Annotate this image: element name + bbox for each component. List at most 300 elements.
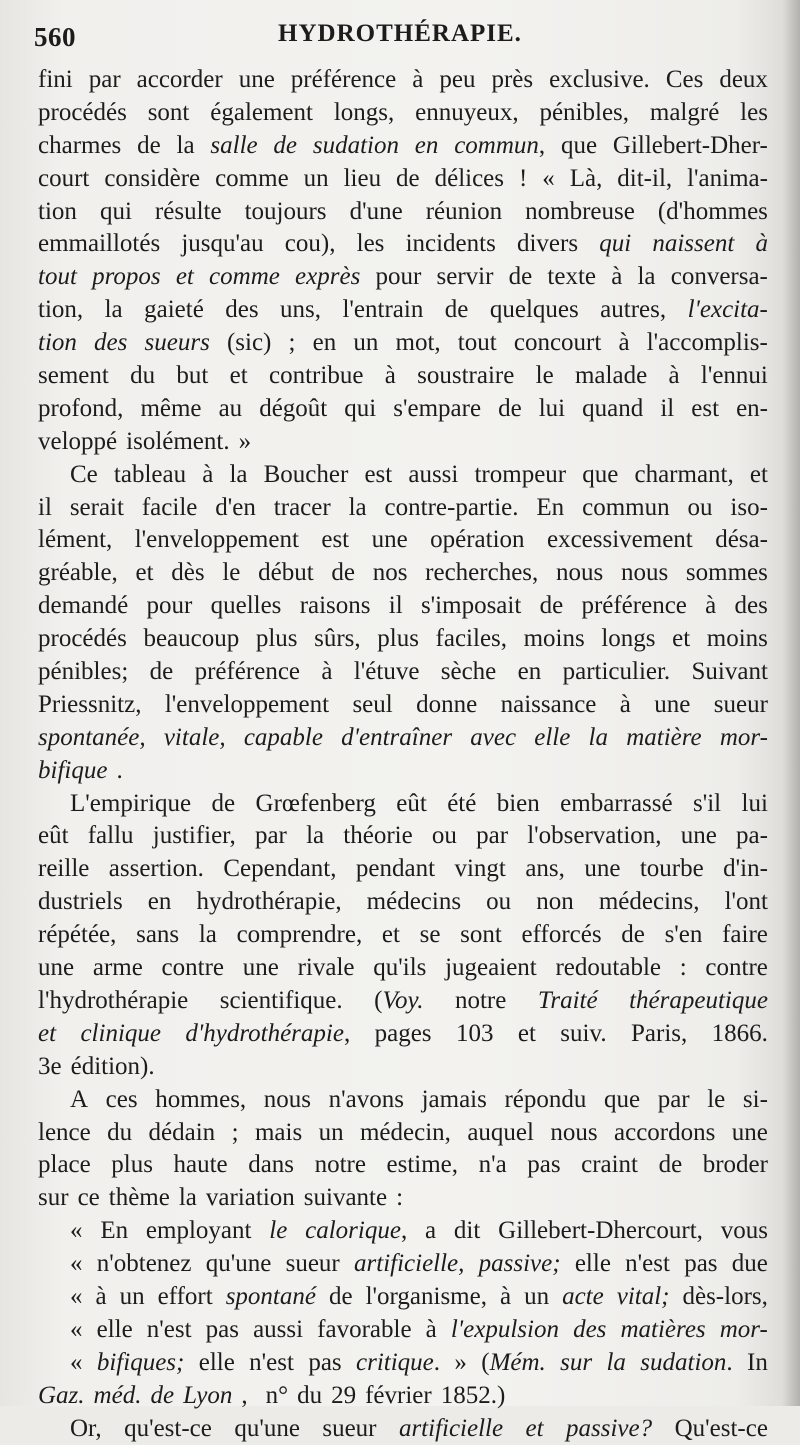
word-part: .	[433, 1348, 441, 1376]
word: de	[137, 131, 161, 159]
word: l'enveloppement	[164, 690, 330, 718]
word: L'empirique	[70, 789, 192, 817]
word: clinique	[80, 1019, 161, 1047]
word: la	[588, 723, 608, 751]
text-line	[38, 492, 768, 525]
word: procédés	[38, 625, 127, 653]
word-part: commun	[454, 131, 539, 159]
word: s'il	[693, 789, 722, 817]
word-part: d'hydrothérapie	[185, 1019, 344, 1047]
word: En	[100, 1217, 129, 1245]
page-edge-shadow	[782, 0, 800, 1406]
word: fini	[38, 66, 73, 93]
word: édition).	[70, 1052, 155, 1080]
text-line	[38, 228, 768, 261]
word: dit-il,	[617, 164, 673, 192]
word: ennuyeux,	[415, 98, 519, 126]
word: l'expulsion	[450, 1315, 559, 1343]
word-part: ,	[400, 1217, 408, 1245]
text-line	[38, 755, 768, 788]
word: dustriels	[38, 888, 123, 916]
word: notre	[314, 1151, 366, 1179]
word	[481, 1347, 546, 1380]
text-line	[38, 393, 768, 426]
word: 3e	[38, 1052, 62, 1080]
word: février	[365, 1381, 432, 1409]
word-part: Lyon	[183, 1381, 233, 1409]
word-part: calorique	[305, 1217, 401, 1245]
body-text	[38, 64, 768, 1445]
word: le	[707, 1085, 726, 1113]
word-part: ,	[343, 1019, 351, 1047]
word: :	[679, 954, 687, 982]
word-part: ,	[538, 131, 546, 159]
word-part: .	[726, 1348, 733, 1376]
word: estime,	[386, 1151, 459, 1179]
word: capable	[243, 723, 323, 751]
word: «	[70, 1250, 83, 1278]
word: il	[38, 493, 52, 521]
word: une	[242, 954, 279, 982]
word: (sic)	[226, 329, 272, 357]
word: tion	[38, 197, 77, 225]
word: été	[447, 789, 477, 817]
word: commun	[582, 493, 670, 521]
text-line	[38, 1084, 768, 1117]
text-line	[38, 689, 768, 722]
word: Traité	[537, 986, 598, 1014]
text-line	[38, 590, 768, 623]
word: opération	[430, 526, 525, 554]
word: du	[130, 362, 156, 390]
word: une	[680, 822, 717, 850]
running-title: HYDROTHÉRAPIE.	[278, 20, 522, 47]
word: médecins,	[598, 888, 700, 916]
word: :	[396, 1184, 404, 1212]
word: propos	[92, 263, 161, 291]
text-line	[38, 1347, 768, 1380]
word: que	[560, 131, 598, 159]
word: aussi	[408, 460, 459, 488]
word: de	[508, 263, 533, 291]
word: à	[755, 230, 768, 258]
word	[356, 1347, 440, 1380]
word: nombreuse	[525, 197, 635, 225]
word: vital;	[616, 1282, 670, 1310]
word: veloppé	[38, 427, 118, 455]
word: le	[269, 1217, 288, 1245]
word: sont	[460, 921, 502, 949]
word: rivale	[297, 954, 355, 982]
word: Là,	[569, 164, 603, 192]
word: un	[524, 1282, 550, 1310]
word: pénibles,	[539, 98, 630, 126]
word: demandé	[38, 592, 129, 620]
word: en	[517, 658, 542, 686]
word: reille	[38, 855, 90, 883]
word: sur	[560, 1348, 593, 1376]
word: pas	[527, 1151, 561, 1179]
word: Qu'est-ce	[674, 1414, 768, 1442]
word: des	[225, 296, 259, 324]
word: elle	[574, 1250, 611, 1278]
word: seul	[352, 690, 393, 718]
word: Ce	[70, 460, 98, 488]
word: sèche	[440, 658, 497, 686]
word: moins	[523, 625, 585, 653]
word: »	[454, 1348, 467, 1376]
word: thème	[108, 1184, 170, 1212]
word	[305, 1215, 407, 1248]
word: passive;	[478, 1250, 561, 1278]
text-line	[38, 919, 768, 952]
word: de	[150, 1381, 175, 1409]
text-line	[38, 1380, 768, 1413]
word: nous	[556, 559, 604, 587]
word: à	[384, 362, 396, 390]
page-number: 560	[34, 22, 76, 52]
word: isolément.	[126, 427, 230, 455]
word: l'étuve	[353, 658, 420, 686]
word: un	[318, 1118, 344, 1146]
word: eût	[396, 789, 427, 817]
word: concourt	[513, 329, 602, 357]
word: auquel	[467, 1118, 534, 1146]
word-part: Mém.	[489, 1348, 546, 1376]
word: début	[258, 559, 314, 587]
word: il	[388, 592, 403, 620]
word: et	[525, 1414, 544, 1442]
word: de	[211, 789, 236, 817]
word: qu'une	[234, 1414, 300, 1442]
word: particulier.	[562, 658, 671, 686]
text-line	[38, 1215, 768, 1248]
word: en	[312, 329, 337, 357]
word: arme	[92, 954, 143, 982]
word: ce	[77, 1184, 100, 1212]
word: tion	[38, 329, 77, 357]
word: la	[637, 263, 656, 291]
word: dans	[248, 1151, 295, 1179]
word: ;	[231, 1118, 239, 1146]
word: facile	[141, 493, 198, 521]
word: désa-	[715, 526, 768, 554]
word: pages	[374, 1019, 432, 1047]
word: l'excita-	[687, 296, 768, 324]
word: d'entraîner	[341, 723, 453, 751]
word: sont	[147, 98, 190, 126]
word: gaieté	[144, 296, 204, 324]
word: plus	[255, 625, 298, 653]
word: sûrs,	[314, 625, 361, 653]
word: un	[303, 164, 329, 192]
word: le	[222, 559, 241, 587]
word: profond,	[38, 394, 124, 422]
word: matière	[626, 723, 702, 751]
word: la	[306, 822, 325, 850]
word: contre	[161, 954, 225, 982]
word: répétée,	[38, 921, 117, 949]
word: procédés	[38, 98, 127, 126]
word: ces	[105, 1085, 138, 1113]
word-part: critique	[356, 1348, 434, 1376]
word: tracer	[273, 493, 331, 521]
word: 1852.)	[440, 1381, 506, 1409]
word: mor-	[719, 723, 768, 751]
word: et	[135, 559, 154, 587]
word: de	[328, 1282, 353, 1310]
text-line	[38, 524, 768, 557]
word: divers	[516, 230, 579, 258]
word: qu'ils	[373, 954, 427, 982]
word: hommes,	[155, 1085, 247, 1113]
word: thérapeutique	[629, 986, 768, 1014]
word: conversa-	[670, 263, 768, 291]
word: que	[582, 460, 619, 488]
word: la	[606, 1348, 626, 1376]
word: Boucher	[263, 460, 349, 488]
word: exclusive.	[549, 66, 650, 93]
word: la	[348, 493, 367, 521]
word: sement	[38, 362, 109, 390]
word: incidents	[405, 230, 496, 258]
word: autres,	[600, 296, 667, 324]
word: serait	[69, 493, 124, 521]
word: spontanée,	[38, 723, 146, 751]
word: qui	[99, 197, 132, 225]
word	[185, 1018, 350, 1051]
word: tion,	[38, 296, 84, 324]
word: Suivant	[691, 658, 768, 686]
word: ou	[687, 493, 713, 521]
word: «	[70, 1282, 83, 1310]
word: charmes	[38, 131, 122, 159]
word: par	[657, 1085, 690, 1113]
word: fallu	[87, 822, 134, 850]
word: médecins	[366, 888, 462, 916]
text-line	[38, 1413, 768, 1445]
word: salle	[210, 131, 258, 159]
word: sans	[136, 921, 180, 949]
word: ans,	[525, 855, 565, 883]
text-line	[38, 557, 768, 590]
word: à	[499, 1282, 512, 1310]
text-line	[38, 722, 768, 755]
word: résulte	[154, 197, 222, 225]
word: artificielle,	[354, 1250, 465, 1278]
word: elle	[96, 1315, 133, 1343]
word: ;	[288, 329, 296, 357]
word: qui	[344, 394, 377, 422]
word: iso-	[730, 493, 768, 521]
word: une	[371, 526, 408, 554]
word: n'est	[625, 1250, 670, 1278]
word: par	[476, 822, 509, 850]
word: tourbe	[639, 855, 704, 883]
word: faciles,	[435, 625, 508, 653]
word: Gaz.	[38, 1381, 85, 1409]
word: «	[70, 1348, 83, 1376]
text-line	[38, 886, 768, 919]
word: moins	[706, 625, 768, 653]
word: n'est	[249, 1348, 294, 1376]
word: «	[542, 164, 555, 192]
text-line	[38, 1281, 768, 1314]
word: »	[238, 427, 252, 455]
word-part: (	[481, 1348, 490, 1376]
word: emmaillotés	[38, 230, 161, 258]
word: l'hydrothérapie	[38, 986, 189, 1014]
word: comme	[215, 164, 289, 192]
word: à	[619, 690, 631, 718]
word-part: bifique	[38, 756, 108, 784]
word: même	[140, 394, 202, 422]
word: efforcés	[521, 921, 602, 949]
word: les	[356, 230, 385, 258]
word: matières	[620, 1315, 706, 1343]
text-line	[38, 1051, 768, 1084]
word: n'est	[146, 1315, 192, 1343]
word: est	[691, 394, 720, 422]
word: embarrassé	[560, 789, 673, 817]
word: la	[176, 131, 195, 159]
word: par	[254, 822, 287, 850]
word: nous	[620, 559, 669, 587]
word: A	[70, 1085, 89, 1113]
word: Priessnitz,	[38, 690, 142, 718]
word: à	[412, 66, 424, 93]
word: en	[414, 131, 439, 159]
word: l'accomplis-	[646, 329, 768, 357]
text-line	[38, 820, 768, 853]
word: gréable,	[38, 559, 118, 587]
word: médecin,	[359, 1118, 451, 1146]
word: délices	[434, 164, 505, 192]
word: accordons	[614, 1118, 716, 1146]
word: due	[731, 1250, 768, 1278]
word-part: Voy.	[382, 986, 424, 1014]
text-line	[38, 623, 768, 656]
word: non	[536, 888, 574, 916]
word: l'ennui	[700, 362, 768, 390]
word: sommes	[685, 559, 768, 587]
word: de	[331, 559, 355, 587]
text-line	[38, 97, 768, 130]
word: la	[178, 1184, 197, 1212]
word: un	[119, 1282, 145, 1310]
word	[183, 1380, 257, 1413]
word: deux	[719, 66, 768, 93]
word: En	[536, 493, 565, 521]
word: de	[658, 1151, 683, 1179]
word: Or,	[70, 1414, 102, 1442]
word: 103	[455, 1019, 494, 1047]
word: jugeaient	[445, 954, 537, 982]
word: qu'une	[205, 1250, 272, 1278]
word: beaucoup	[143, 625, 240, 653]
word: spontané	[225, 1282, 316, 1310]
word: répondu	[504, 1085, 587, 1113]
word: à	[321, 658, 333, 686]
word: vingt	[454, 855, 506, 883]
word: lément,	[38, 526, 113, 554]
word: ou	[431, 822, 457, 850]
text-line	[38, 426, 768, 459]
word: les	[740, 98, 768, 126]
word: In	[747, 1348, 768, 1376]
word: du	[107, 1118, 133, 1146]
word	[374, 985, 423, 1018]
word: raisons	[299, 592, 371, 620]
word: il	[660, 394, 675, 422]
word: favorable	[317, 1315, 412, 1343]
word: mot,	[395, 329, 441, 357]
text-line	[38, 64, 768, 97]
word: but	[176, 362, 209, 390]
word: dit	[453, 1217, 481, 1245]
word: lui	[741, 789, 768, 817]
word: mor-	[719, 1315, 768, 1343]
word: des	[573, 1315, 607, 1343]
word: craint	[581, 1151, 639, 1179]
word: tableau	[113, 460, 187, 488]
word: broder	[702, 1151, 768, 1179]
word: l'anima-	[687, 164, 768, 192]
word: et	[175, 263, 194, 291]
word: et	[672, 625, 691, 653]
word: s'en	[664, 921, 703, 949]
word: ou	[486, 888, 512, 916]
word	[640, 1347, 732, 1380]
word: toujours	[244, 197, 327, 225]
word: considère	[104, 164, 201, 192]
word: trompeur	[474, 460, 567, 488]
word: se	[419, 921, 441, 949]
word: texte	[547, 263, 596, 291]
word: dès	[171, 559, 205, 587]
word: naissent	[652, 230, 735, 258]
word: pour	[375, 263, 422, 291]
word: d'une	[349, 197, 403, 225]
word: n'obtenez	[96, 1250, 192, 1278]
word: de	[498, 394, 522, 422]
word: sueur	[322, 1414, 377, 1442]
word: une	[238, 66, 275, 93]
word: (d'hommes	[657, 197, 768, 225]
word: redoutable	[555, 954, 661, 982]
word: haute	[173, 1151, 228, 1179]
word: uns,	[280, 296, 322, 324]
word: Gillebert-Dhercourt,	[498, 1217, 703, 1245]
word-part: ,	[241, 1381, 248, 1409]
word: à	[618, 329, 630, 357]
word: est	[364, 460, 393, 488]
word: de	[149, 658, 174, 686]
word: artificielle	[398, 1414, 504, 1442]
word: pas	[684, 1250, 718, 1278]
text-line	[38, 261, 768, 294]
text-line	[38, 1314, 768, 1347]
word: hydrothérapie,	[196, 888, 342, 916]
word: de	[273, 131, 298, 159]
word: dédain	[148, 1118, 216, 1146]
word: jamais	[421, 1085, 487, 1113]
text-line	[38, 1248, 768, 1281]
word: et	[229, 362, 248, 390]
word: pas	[205, 1315, 239, 1343]
word: l'observation,	[527, 822, 662, 850]
word: lieu	[343, 164, 382, 192]
